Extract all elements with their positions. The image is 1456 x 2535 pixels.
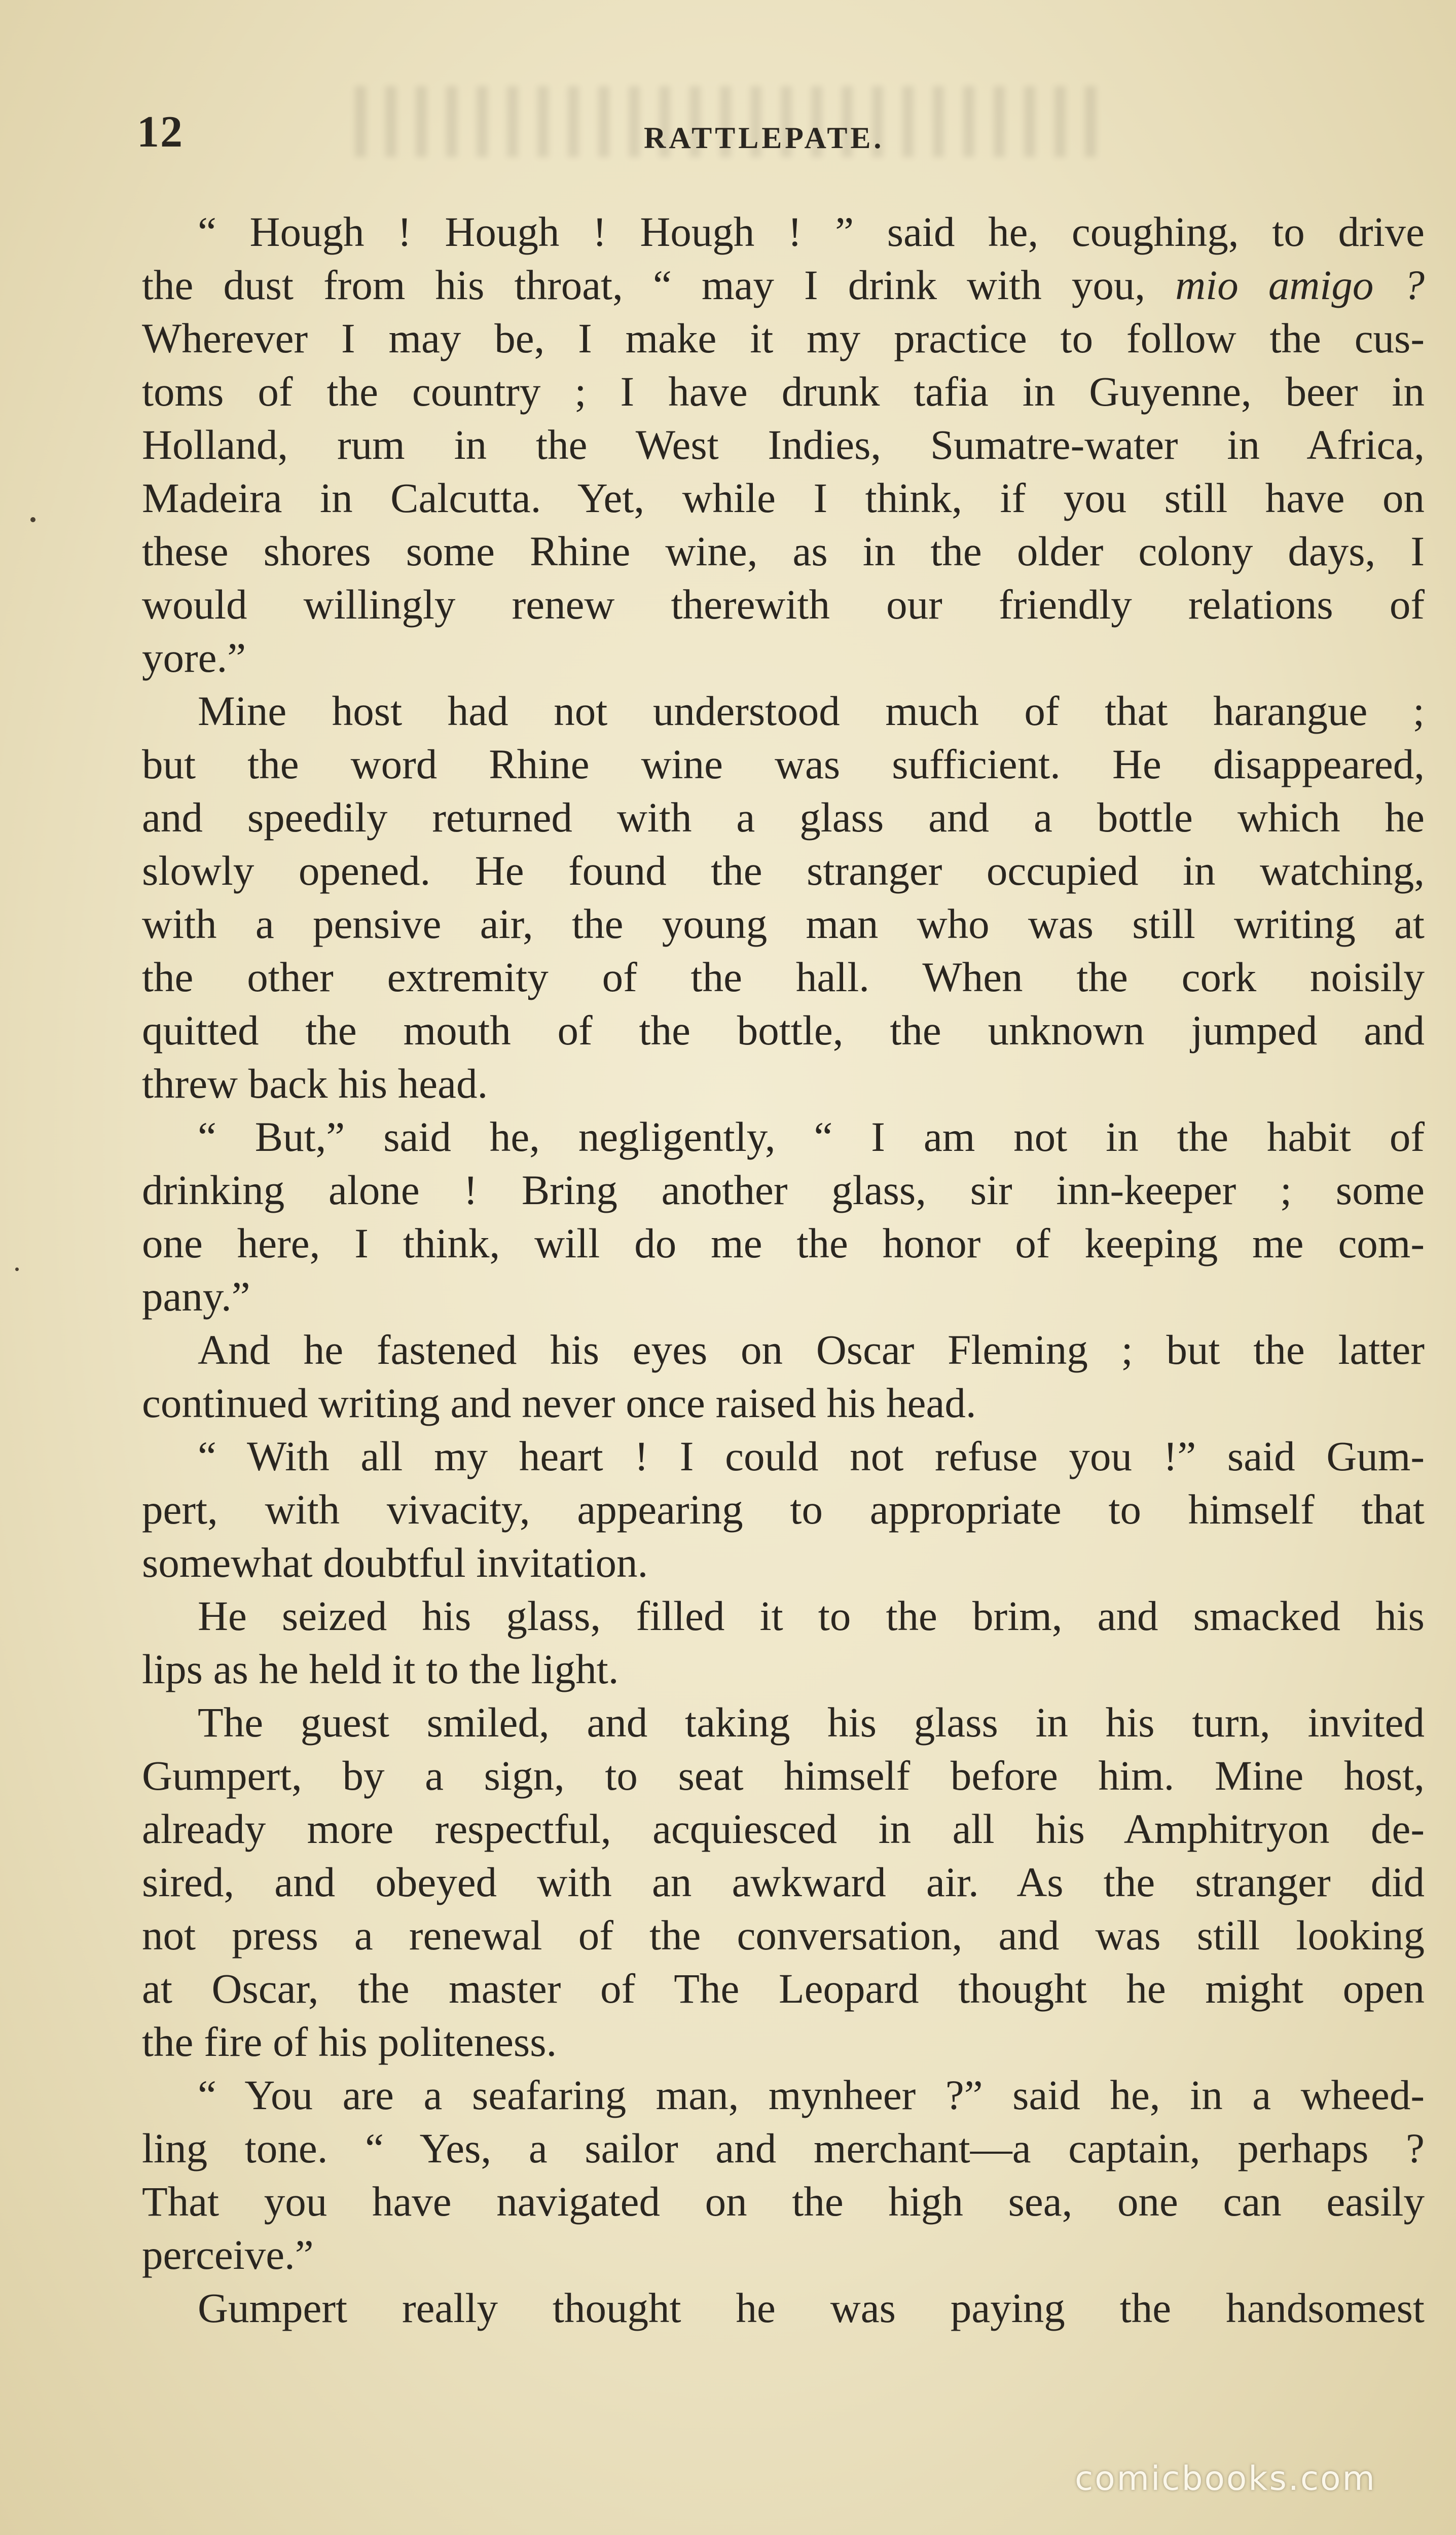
text-segment: somewhat doubtful invitation. xyxy=(142,1539,648,1586)
text-line xyxy=(142,844,1425,897)
text-segment: would willingly renew therewith our friendly relations of xyxy=(142,581,1425,628)
text-line xyxy=(142,1110,1425,1164)
text-segment: these shores some Rhine wine, as in the older colony days, I xyxy=(142,528,1425,574)
text-segment: continued writing and never once raised his head. xyxy=(142,1380,976,1426)
text-segment: threw back his head. xyxy=(142,1060,488,1107)
text-segment: pany.” xyxy=(142,1273,250,1320)
text-line xyxy=(142,1802,1425,1856)
watermark: comicbooks.com xyxy=(1075,2459,1376,2498)
text-line xyxy=(142,525,1425,578)
text-segment: not press a renewal of the conversation, and was still looking xyxy=(142,1912,1425,1959)
text-segment: “ You are a seafaring man, mynheer ?” said he, in a wheed- xyxy=(198,2072,1425,2118)
text-line xyxy=(142,791,1425,844)
text-line xyxy=(142,2122,1425,2175)
text-line xyxy=(142,1909,1425,1962)
text-segment: already more respectful, acquiesced in all his Amphitryon de- xyxy=(142,1805,1425,1852)
text-line xyxy=(142,259,1425,312)
text-line xyxy=(142,205,1425,259)
text-line xyxy=(142,897,1425,951)
text-line xyxy=(142,1004,1425,1057)
text-line xyxy=(142,1430,1425,1483)
body-text xyxy=(142,205,1425,2335)
text-line xyxy=(142,1270,1425,1323)
text-line xyxy=(142,1536,1425,1589)
text-line xyxy=(142,365,1425,418)
text-line xyxy=(142,1483,1425,1536)
text-segment: slowly opened. He found the stranger occupied in watching, xyxy=(142,847,1425,894)
text-line xyxy=(142,1323,1425,1377)
text-line xyxy=(142,578,1425,631)
ink-speck xyxy=(15,1268,19,1271)
text-line xyxy=(142,1589,1425,1643)
text-line xyxy=(142,2069,1425,2122)
text-segment: He seized his glass, filled it to the brim, and smacked his xyxy=(198,1592,1425,1639)
text-segment: sired, and obeyed with an awkward air. As the stranger did xyxy=(142,1859,1425,1905)
text-line xyxy=(142,472,1425,525)
text-line xyxy=(142,1377,1425,1430)
text-line xyxy=(142,951,1425,1004)
page-number: 12 xyxy=(137,107,184,157)
text-line xyxy=(142,418,1425,472)
text-line xyxy=(142,2015,1425,2069)
text-line xyxy=(142,312,1425,365)
text-segment: Gumpert, by a sign, to seat himself before him. Mine host, xyxy=(142,1752,1425,1799)
text-line xyxy=(142,2228,1425,2282)
text-segment: “ But,” said he, negligently, “ I am not in the habit of xyxy=(198,1113,1425,1160)
text-segment: pert, with vivacity, appearing to appropriate to himself that xyxy=(142,1486,1425,1533)
text-segment: one here, I think, will do me the honor of keeping me com- xyxy=(142,1220,1425,1266)
text-segment: Holland, rum in the West Indies, Sumatre-water in Africa, xyxy=(142,421,1425,468)
text-line xyxy=(142,684,1425,738)
page-header xyxy=(137,106,1318,177)
text-line xyxy=(142,1164,1425,1217)
text-line xyxy=(142,1643,1425,1696)
text-line xyxy=(142,1962,1425,2015)
text-segment: perceive.” xyxy=(142,2231,314,2278)
text-segment: The guest smiled, and taking his glass in his turn, invited xyxy=(198,1699,1425,1746)
text-line xyxy=(142,1217,1425,1270)
text-segment: “ Hough ! Hough ! Hough ! ” said he, coughing, to drive xyxy=(198,208,1425,255)
text-segment: the dust from his throat, “ may I drink with you, xyxy=(142,262,1176,308)
text-segment: That you have navigated on the high sea, one can easily xyxy=(142,2178,1425,2225)
text-segment: Wherever I may be, I make it my practice to follow the cus- xyxy=(142,315,1425,361)
text-segment: and speedily returned with a glass and a bottle which he xyxy=(142,794,1425,841)
text-segment: lips as he held it to the light. xyxy=(142,1646,619,1692)
text-segment: toms of the country ; I have drunk tafia in Guyenne, beer in xyxy=(142,368,1425,415)
text-segment: at Oscar, the master of The Leopard thought he might open xyxy=(142,1965,1425,2012)
text-segment: but the word Rhine wine was sufficient. He disappeared, xyxy=(142,741,1425,787)
text-line xyxy=(142,738,1425,791)
text-line xyxy=(142,1696,1425,1749)
text-segment: ling tone. “ Yes, a sailor and merchant—a captain, perhaps ? xyxy=(142,2125,1425,2171)
ink-speck xyxy=(30,517,35,522)
text-segment: “ With all my heart ! I could not refuse you !” said Gum- xyxy=(198,1433,1425,1479)
text-line xyxy=(142,2175,1425,2228)
text-segment: Gumpert really thought he was paying the handsomest xyxy=(198,2285,1425,2331)
text-line xyxy=(142,1057,1425,1110)
text-segment: And he fastened his eyes on Oscar Fleming ; but the latter xyxy=(198,1326,1425,1373)
text-line xyxy=(142,2282,1425,2335)
text-segment: drinking alone ! Bring another glass, sir inn-keeper ; some xyxy=(142,1167,1425,1213)
text-segment: quitted the mouth of the bottle, the unknown jumped and xyxy=(142,1007,1425,1054)
text-segment: the fire of his politeness. xyxy=(142,2018,557,2065)
running-head: RATTLEPATE. xyxy=(644,121,885,155)
text-segment: yore.” xyxy=(142,634,246,681)
text-line xyxy=(142,1749,1425,1802)
text-line xyxy=(142,1856,1425,1909)
italic-text: mio amigo ? xyxy=(1175,262,1425,308)
text-segment: Madeira in Calcutta. Yet, while I think, if you still have on xyxy=(142,475,1425,521)
text-segment: the other extremity of the hall. When the cork noisily xyxy=(142,954,1425,1000)
text-line xyxy=(142,631,1425,684)
text-segment: Mine host had not understood much of that harangue ; xyxy=(198,687,1425,734)
text-segment: with a pensive air, the young man who was still writing at xyxy=(142,900,1425,947)
